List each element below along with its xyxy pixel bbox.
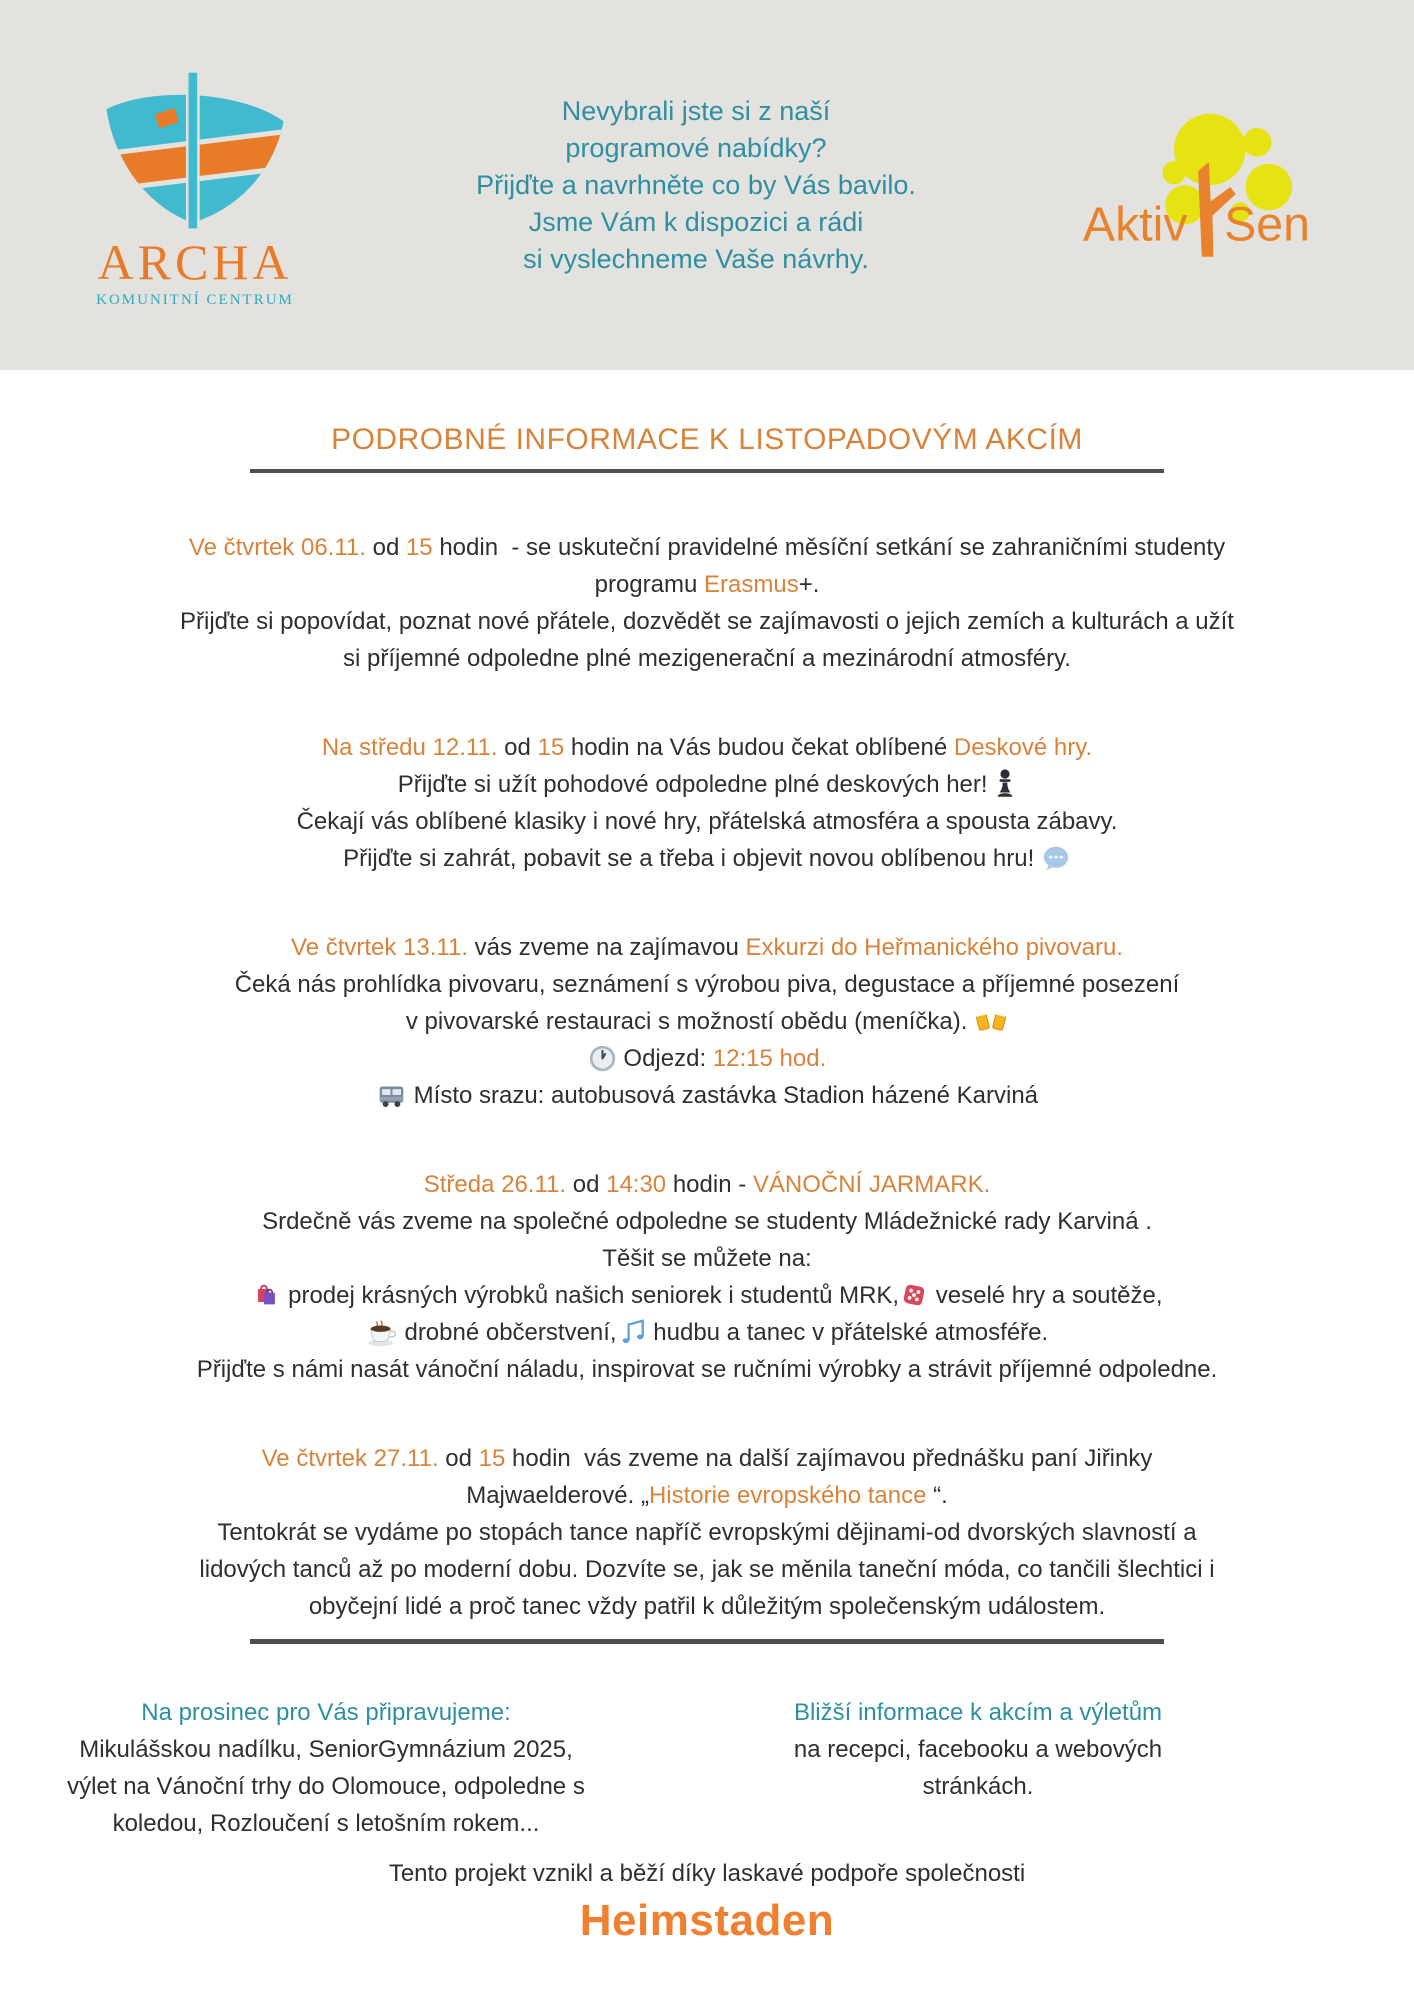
header [0, 0, 1414, 370]
event-line [0, 603, 1414, 640]
text-segment: Čekají vás oblíbené klasiky i nové hry, přátelská atmosféra a spousta zábavy. [296, 808, 1118, 835]
text-segment: od [497, 734, 538, 761]
event-line [0, 566, 1414, 603]
title-underline [250, 469, 1164, 473]
coffee-icon [366, 1314, 398, 1351]
game-die-icon [899, 1277, 929, 1314]
event-1 [0, 529, 1414, 677]
event-line [0, 729, 1414, 766]
heimstaden-logo: Heimstaden [579, 1896, 835, 1945]
event-2 [0, 729, 1414, 877]
text-segment: vás zveme na zajímavou [468, 934, 746, 961]
event-line [0, 640, 1414, 677]
support-text: Tento projekt vznikl a běží díky laskavé podpoře společnosti [388, 1860, 1026, 1887]
chess-pawn-icon [994, 766, 1016, 803]
intro-line: Přijďte a navrhněte co by Vás bavilo. [476, 169, 916, 200]
aktivsen-word2: Sen [1224, 197, 1310, 252]
text-segment: “. [933, 1482, 948, 1509]
beer-mugs-icon [974, 1003, 1008, 1040]
text-segment: Přijďte si popovídat, poznat nové přátele, dozvědět se zajímavosti o jejich zemích a kulturách a užít [180, 608, 1234, 635]
text-segment: Přijďte si užít pohodové odpoledne plné deskových her! [397, 771, 995, 798]
text-segment: obyčejní lidé a proč tanec vždy patřil k důležitým společenským událostem. [308, 1593, 1106, 1620]
text-segment: Středa 26.11. [423, 1171, 567, 1198]
event-line [0, 803, 1414, 840]
text-segment: 15 [478, 1445, 506, 1472]
event-line [0, 529, 1414, 566]
aktivsen-word1: Aktiv [1082, 197, 1188, 252]
event-line [0, 1351, 1414, 1388]
text-segment: od [438, 1445, 479, 1472]
text-segment: v pivovarské restauraci s možností obědu (meníčka). [405, 1008, 975, 1035]
archa-logo [70, 68, 320, 309]
event-line [0, 966, 1414, 1003]
text-segment: Historie evropského tance [648, 1482, 934, 1509]
text-segment: Exkurzi do Heřmanického pivovaru. [745, 934, 1123, 961]
text-segment: hudbu a tanec v přátelské atmosféře. [646, 1319, 1049, 1346]
event-line [0, 1277, 1414, 1314]
text-segment: hodin vás zveme na další zajímavou přednášku paní Jiřinky [505, 1445, 1153, 1472]
text-segment: Deskové hry. [953, 734, 1093, 761]
december-heading: Na prosinec pro Vás připravujeme: [141, 1699, 511, 1726]
music-notes-icon [617, 1314, 647, 1351]
text-segment: od [566, 1171, 607, 1198]
text-segment: Přijďte s námi nasát vánoční náladu, inspirovat se ručními výrobky a strávit příjemné odpoledne. [196, 1356, 1218, 1383]
text-segment: Tentokrát se vydáme po stopách tance napříč evropskými dějinami-od dvorských slavností a [217, 1519, 1197, 1546]
shopping-bags-icon [251, 1277, 281, 1314]
text-segment: lidových tanců až po moderní dobu. Dozvíte se, jak se měnila taneční móda, co tančili šlechtici i [199, 1556, 1215, 1583]
december-line: koledou, Rozloučení s letošním rokem... [112, 1810, 540, 1837]
text-segment: Odjezd: [616, 1045, 713, 1072]
event-4 [0, 1166, 1414, 1388]
intro-line: Jsme Vám k dispozici a rádi [528, 206, 864, 237]
text-segment: Na středu 12.11. [321, 734, 498, 761]
event-line [0, 1240, 1414, 1277]
december-line: Mikulášskou nadílku, SeniorGymnázium 2025, [79, 1736, 573, 1763]
section-divider [250, 1639, 1164, 1644]
text-segment: Srdečně vás zveme na společné odpoledne se studenty Mládežnické rady Karviná . [262, 1208, 1152, 1235]
intro-line: si vyslechneme Vaše návrhy. [523, 243, 869, 274]
text-segment: si příjemné odpoledne plné mezigenerační a mezinárodní atmosféry. [343, 645, 1071, 672]
event-line [0, 1003, 1414, 1040]
text-segment: hodin - se uskuteční pravidelné měsíční setkání se zahraničními studenty [432, 534, 1226, 561]
bus-icon [376, 1077, 407, 1114]
text-segment: Místo srazu: autobusová zastávka Stadion házené Karviná [406, 1082, 1039, 1109]
event-5 [0, 1440, 1414, 1625]
text-segment: Erasmus [704, 571, 799, 598]
event-line [0, 1440, 1414, 1477]
text-segment: programu [594, 571, 704, 598]
event-line [0, 1203, 1414, 1240]
event-line [0, 1077, 1414, 1114]
main-content [0, 422, 1414, 1946]
text-segment: Majwaelderové. „ [466, 1482, 649, 1509]
event-line [0, 1551, 1414, 1588]
text-segment: VÁNOČNÍ JARMARK. [752, 1171, 991, 1198]
text-segment: Přijďte si zahrát, pobavit se a třeba i objevit novou oblíbenou hru! [343, 845, 1041, 872]
event-line [0, 1514, 1414, 1551]
text-segment: Ve čtvrtek 13.11. [291, 934, 469, 961]
page-title: PODROBNÉ INFORMACE K LISTOPADOVÝM AKCÍM [331, 423, 1083, 456]
event-line [0, 1314, 1414, 1351]
text-segment: Ve čtvrtek 27.11. [261, 1445, 439, 1472]
text-segment: 12:15 hod. [712, 1045, 827, 1072]
more-info [652, 1694, 1414, 1842]
speech-balloon-icon [1041, 840, 1071, 877]
text-segment: +. [798, 571, 820, 598]
event-line [0, 1166, 1414, 1203]
text-segment: veselé hry a soutěže, [929, 1282, 1163, 1309]
intro-line: programové nabídky? [565, 132, 827, 163]
aktivsen-logo [1072, 104, 1344, 267]
text-segment: Čeká nás prohlídka pivovaru, seznámení s výrobou piva, degustace a příjemné posezení [234, 971, 1180, 998]
event-line [0, 1477, 1414, 1514]
text-segment: drobné občerstvení, [397, 1319, 617, 1346]
event-3 [0, 929, 1414, 1114]
december-preview [0, 1694, 652, 1842]
text-segment: 15 [537, 734, 565, 761]
text-segment: prodej krásných výrobků našich seniorek i studentů MRK, [281, 1282, 900, 1309]
event-line [0, 766, 1414, 803]
text-segment: Těšit se můžete na: [602, 1245, 812, 1272]
text-segment: od [365, 534, 406, 561]
clock-icon [588, 1040, 617, 1077]
text-segment: 15 [405, 534, 433, 561]
december-line: výlet na Vánoční trhy do Olomouce, odpoledne s [67, 1773, 585, 1800]
header-intro-text [320, 93, 1072, 278]
archa-subtitle: KOMUNITNÍ CENTRUM [96, 291, 294, 308]
text-segment: 14:30 [606, 1171, 667, 1198]
text-segment: hodin na Vás budou čekat oblíbené [564, 734, 954, 761]
event-line [0, 1040, 1414, 1077]
info-heading: Bližší informace k akcím a výletům [793, 1699, 1163, 1726]
events-list [0, 529, 1414, 1625]
event-line [0, 840, 1414, 877]
aktivsen-tree-icon [1074, 104, 1342, 262]
event-line [0, 1588, 1414, 1625]
info-line: na recepci, facebooku a webových [793, 1736, 1163, 1763]
info-line: stránkách. [922, 1773, 1034, 1800]
event-line [0, 929, 1414, 966]
intro-line: Nevybrali jste si z naší [561, 95, 831, 126]
text-segment: hodin - [666, 1171, 753, 1198]
text-segment: Ve čtvrtek 06.11. [188, 534, 366, 561]
bottom-columns [0, 1694, 1414, 1842]
archa-wordmark: ARCHA [97, 233, 293, 290]
